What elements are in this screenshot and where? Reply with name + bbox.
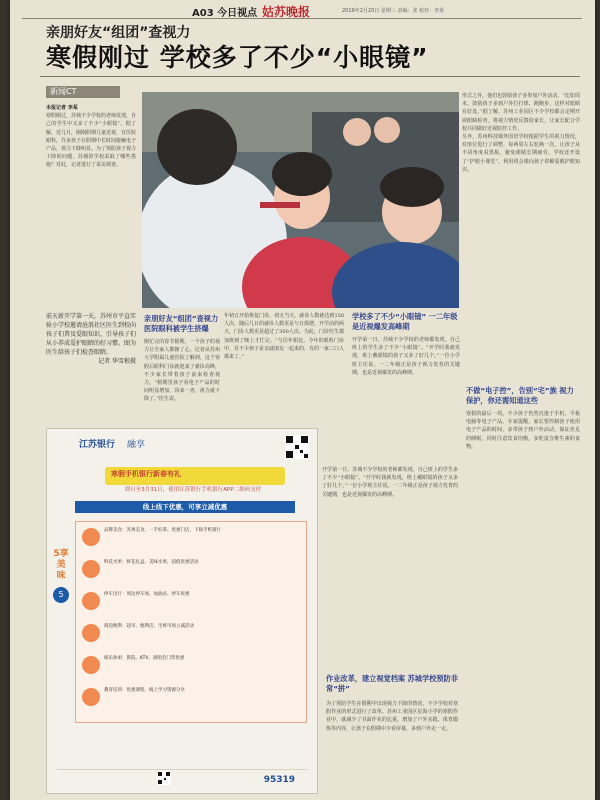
column-a-text: 刚忙完的春节假期，一个孩子的视力让全家人都操了心。记者从苏州大学附属儿童医院了解到，这个寒假后眼科门诊就迎来了就诊高峰，不少家长带着孩子前来检查视力。“假期里孩子看电子产品的时间明显增加，回来一查，视力就下降了。”医生说。 bbox=[144, 339, 220, 403]
bank-hotline: 95319 bbox=[263, 775, 295, 785]
right-column-top bbox=[462, 92, 580, 262]
offer-row: 教育培训：优惠课程、线上学习资源分享 bbox=[104, 688, 185, 693]
bank-logo: 江苏银行 bbox=[79, 440, 116, 450]
offer-chip-icon bbox=[82, 560, 100, 578]
offer-list bbox=[75, 521, 307, 723]
side-label: 5享美味 bbox=[53, 549, 69, 581]
column-d bbox=[326, 700, 458, 792]
byline: 本报记者 李某 bbox=[46, 105, 78, 111]
offer-chip-icon bbox=[82, 688, 100, 706]
subhead-reform: 作业改革，建立视觉档案 苏城学校预防非常“拼” bbox=[326, 674, 458, 693]
right-column-top-text: 形式之外，他们也鼓励孩子多参加户外活动。“比如周末，鼓励孩子多到户外打打球、跑跑步，这样对眼睛有好处。”据了解，苏州工业园区不少学校都会定期开展眼睛检查，将视力情况反馈给家长，让家长配合学校共同做好近视防控工作。 bbox=[462, 93, 580, 132]
column-c-cont bbox=[322, 466, 458, 664]
edition-meta: 2019年2月20日 星期三 责编：张 校对：李某 bbox=[342, 8, 445, 14]
offer-row: 娱乐休闲：影院、KTV、演唱会门票优惠 bbox=[104, 656, 185, 661]
column-c-cont-text: 开学第一日，苏城不少学校的老师都发现，自己班上的学生多了不少“小眼镜”。“开学时我就发现，班上戴眼镜的孩子又多了好几个。”一位小学班主任说。一二年级正是孩子视力发育的关键期，也是近视爆发的高峰期。 bbox=[322, 467, 458, 498]
offer-row: 鲜花水果：鲜花礼盒、美味水果，超值优惠活动 bbox=[104, 560, 199, 565]
subhead-school: 学校多了不少“小眼镜” 一二年级是近视爆发高峰期 bbox=[352, 312, 458, 331]
column-b-text: 年初五开始恢复门诊，初五当天，就诊人数就达到150人次，随后几日的就诊人数更是与日俱增。开学前的两天，门诊人数更是超过了300人次。为此，门诊医生都加班到了晚上才忙完。“与往年相比，今年的眼科门诊中，有不少孩子是亲戚朋友一起来的，有的一家三口人都来了。” bbox=[224, 313, 344, 361]
column-right-bottom bbox=[466, 410, 580, 790]
column-a bbox=[144, 338, 220, 424]
section-tag: 新闻CT bbox=[46, 86, 120, 98]
offer-row: 商超便利：超市、便利店、生鲜市场立减活动 bbox=[104, 624, 194, 629]
newspaper-masthead: 姑苏晚报 bbox=[262, 5, 311, 19]
offer-row: 停车出行：周边停车场、加油站、停车优惠 bbox=[104, 592, 190, 597]
photo-caption bbox=[46, 312, 136, 366]
qr-code-icon bbox=[285, 435, 309, 459]
subhead-hospital: 亲朋好友“组团”查视力 医院眼科被学生挤爆 bbox=[144, 314, 219, 333]
right-column-mid-text: 另外，苏州科技城外国语学校根据学生的视力情况，对座位进行了调整，每两周左右轮换一次，让孩子从不同角度看黑板，避免眼睛长期疲劳。学校还开设了“护眼小课堂”，利用班会课向孩子讲解爱眼护眼知识。 bbox=[462, 134, 580, 173]
page-section: A03 今日视点 bbox=[192, 8, 258, 19]
offer-chip-icon bbox=[82, 624, 100, 642]
promo-banner: 线上线下优惠，可享立减优惠 bbox=[75, 501, 295, 513]
column-c-text: 开学第一日，苏城不少学校的老师都发现，自己班上的学生多了不少“小眼镜”。“开学时我就发现，班上戴眼镜的孩子又多了好几个。”一位小学班主任说。一二年级正是孩子视力发育的关键期，也是近视爆发的高峰期。 bbox=[352, 337, 460, 376]
headline-divider bbox=[40, 76, 580, 77]
page-header bbox=[22, 4, 582, 19]
lead-text: 寒假刚过，苏城不少学校的老师发现，自己的学生中又多了不少“小眼镜”。据了解，近几月，刚刚假期儿童近视，有医院眼科，许多孩子在假期中长时间接触电子产品，视力下降明显。为了预防孩子视力下降的问题，苏城的学校采取了哪些措施？对此，记者进行了采访调查。 bbox=[46, 113, 136, 169]
footer-qr-icon bbox=[157, 771, 171, 785]
offer-chip-icon bbox=[82, 592, 100, 610]
lead-column bbox=[46, 104, 136, 304]
column-c bbox=[352, 336, 460, 460]
article-kicker: 亲朋好友“组团”查视力 bbox=[46, 25, 191, 41]
column-right-bottom-text: 寒假的最后一周，不少孩子仍然沉迷于手机、平板电脑等电子产品。专家提醒，家长要控制孩子使用电子产品的时间，多带孩子到户外活动，保证充足的睡眠，同时注意饮食均衡，多吃富含维生素的食物。 bbox=[466, 411, 580, 450]
side-badge: 5 bbox=[53, 587, 69, 603]
bank-advertisement bbox=[46, 428, 318, 794]
offer-chip-icon bbox=[82, 528, 100, 546]
offer-chip-icon bbox=[82, 656, 100, 674]
caption-text: 前天新开学第一天，苏州市平直实验小学校邀请沧浪社区医生到校向孩子们普及爱眼知识，引导孩子们从小养成爱护眼睛的好习惯。图为医生给孩子们检查眼睛。 bbox=[46, 313, 137, 356]
column-d-text: 为了预防学生在假期中出现视力下降的情况，不少学校对寒假作业的形式进行了改革。苏州工业园区星海小学的寒假作业中，就减少了书面作业的比重，增加了户外实践、体育锻炼等内容，让孩子在假期中少看屏幕，多到户外走一走。 bbox=[326, 701, 458, 732]
bank-brand: 融享 bbox=[127, 440, 146, 450]
offer-row: 品牌美食：苏州美食、一手好茶、优惠门店，下载手机银行 bbox=[104, 528, 221, 533]
newspaper-page bbox=[10, 0, 595, 800]
promo-text: 即日至3月31日，使用江苏银行手机银行APP二维码支付 bbox=[124, 487, 262, 493]
subhead-tips: 不做“电子控”，告别“宅”族 视力保护，你还需知道这些 bbox=[466, 386, 574, 405]
article-headline: 寒假刚过 学校多了不少“小眼镜” bbox=[46, 43, 429, 72]
promo-ribbon-title: 寒假手机银行新春有礼 bbox=[111, 470, 181, 478]
news-photo bbox=[142, 92, 459, 308]
column-b bbox=[224, 312, 344, 424]
caption-source: 记者 华雪根摄 bbox=[98, 358, 136, 365]
